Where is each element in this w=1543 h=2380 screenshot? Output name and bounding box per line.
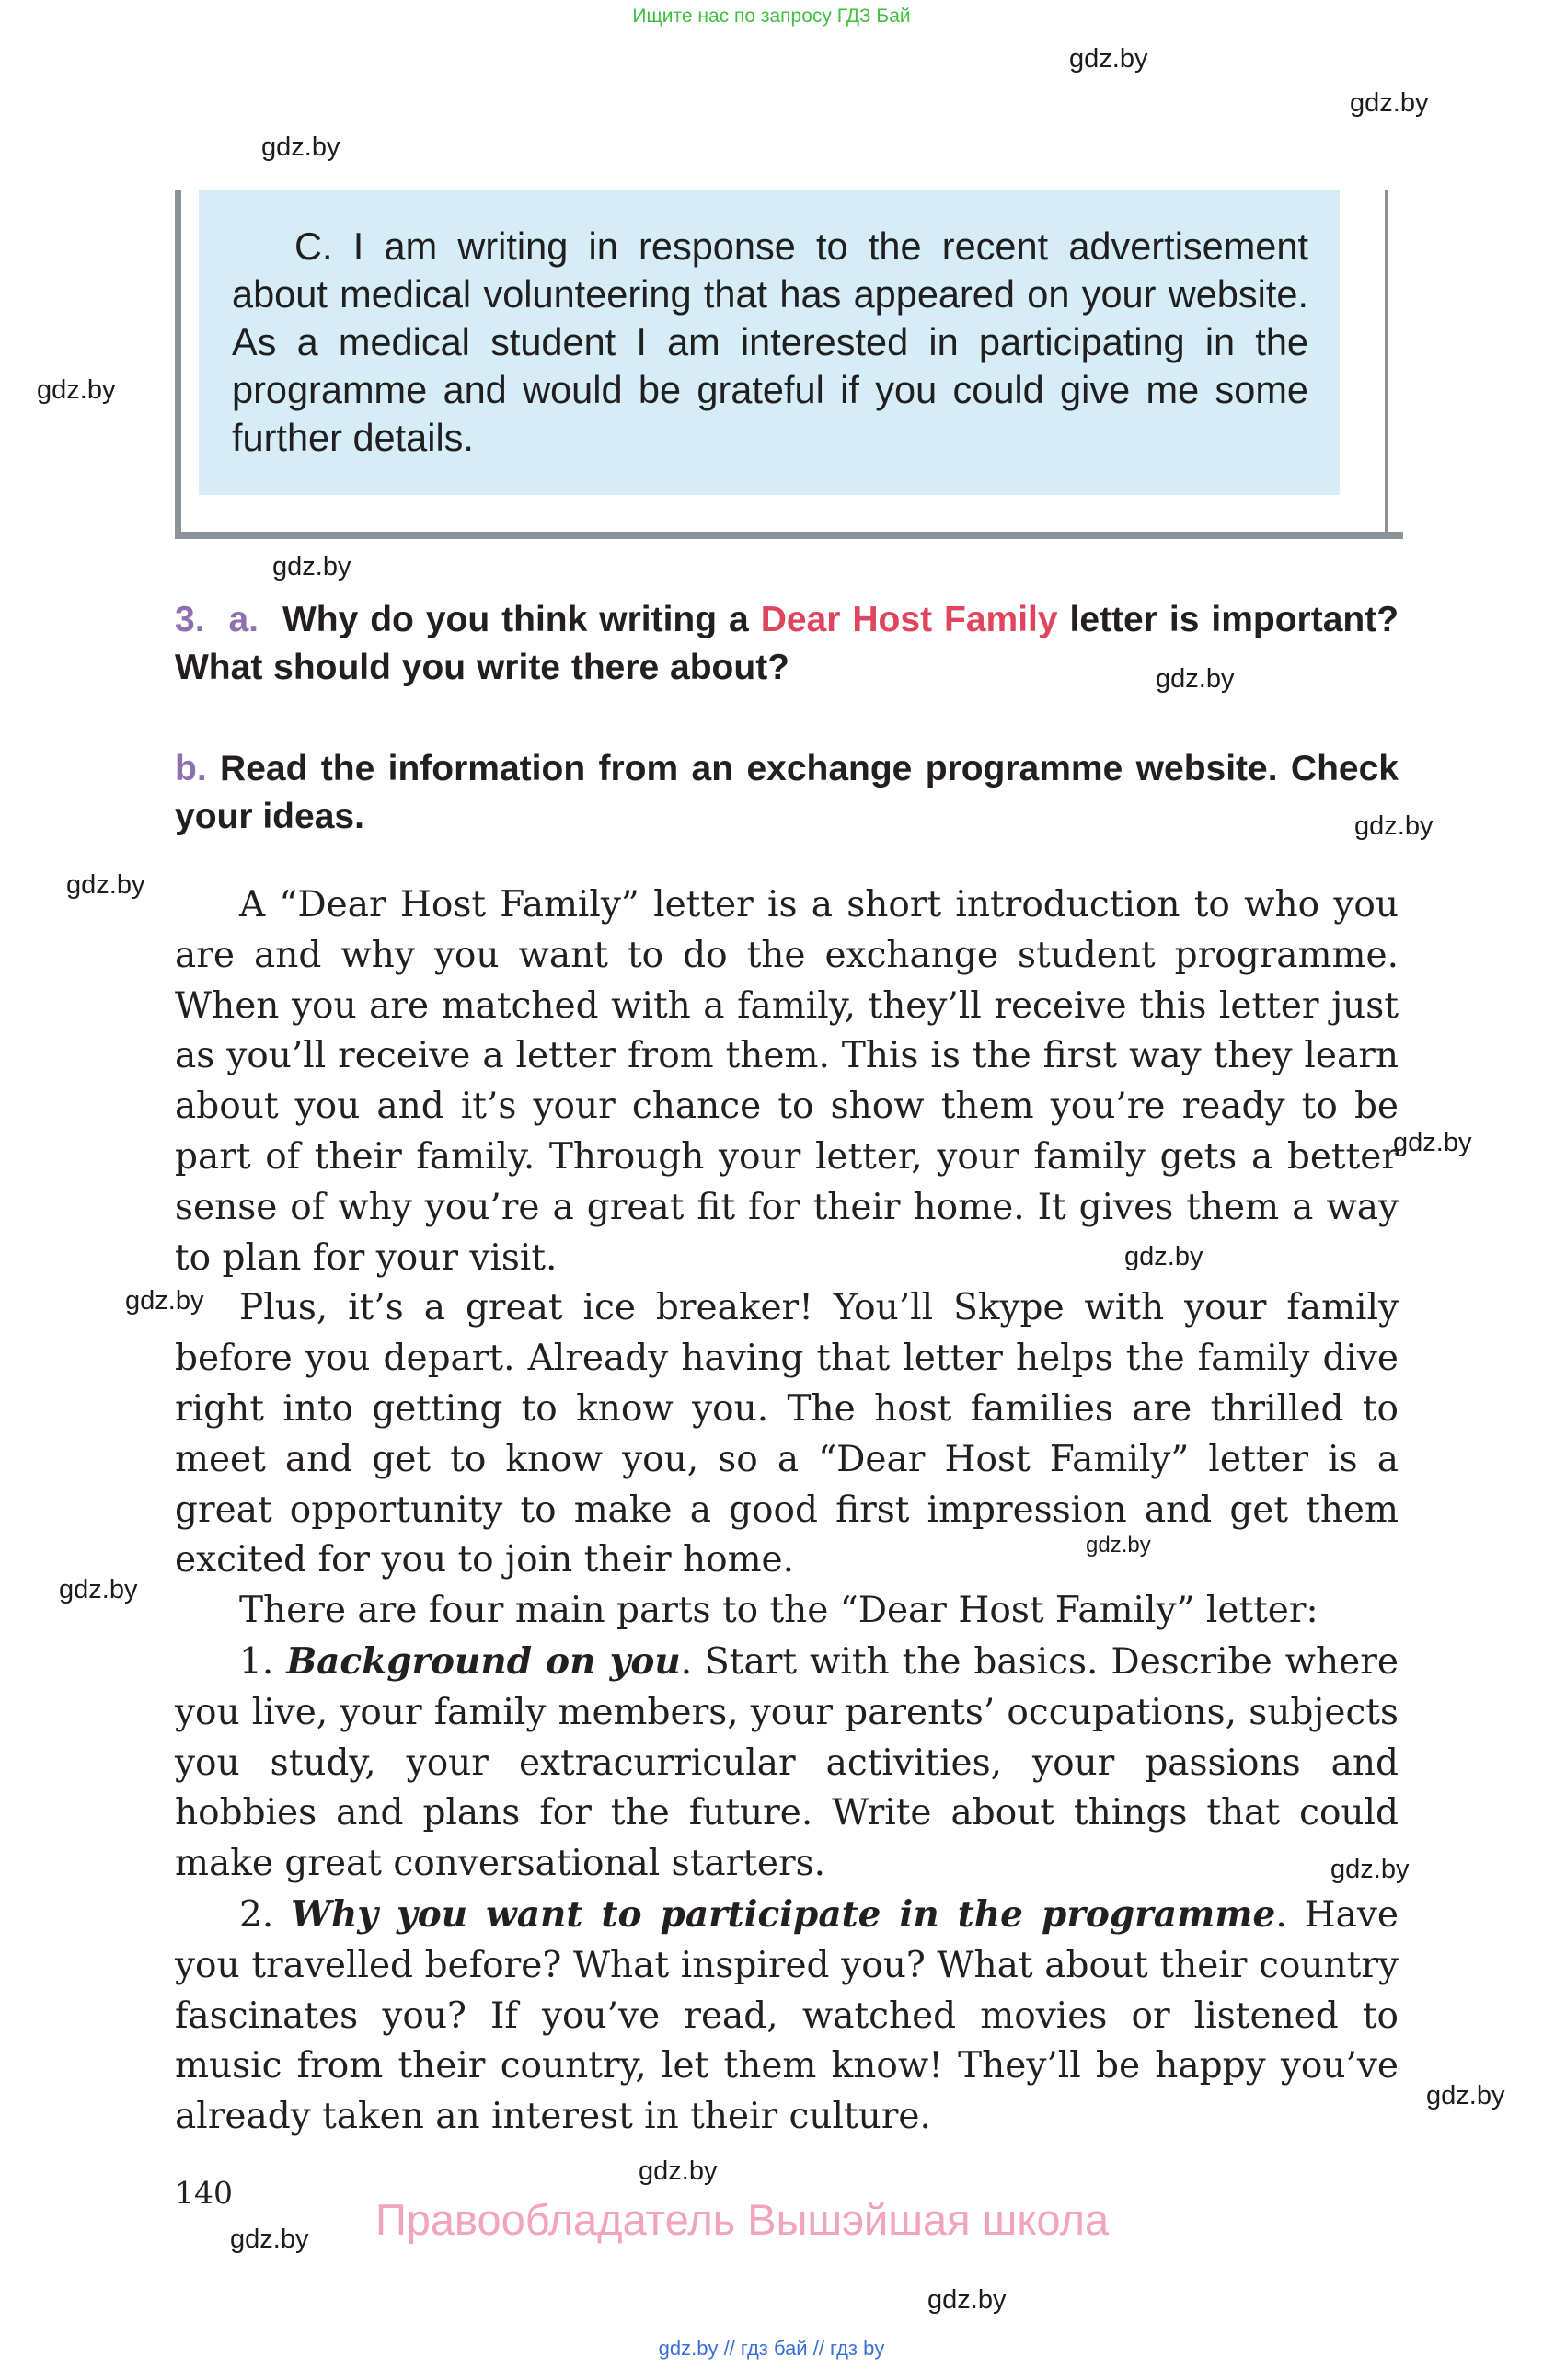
list-item-text: . Start with the basics. Describe where you live, your family members, your parents’ occupations, subjects you study, your extracurricular activities, your passions and hobbies and plans for the future. Write about things that could make great conversational starters.	[175, 1640, 1399, 1885]
copyright-notice: Правообладатель Вышэйшая школа	[375, 2195, 1110, 2244]
list-item-text: . Have you travelled before? What inspired you? What about their country fascinates you? If you’ve read, watched movies or listened to music from their country, let them know! They’ll be happy you’ve already taken an interest in their culture.	[175, 1893, 1399, 2138]
paragraph: Plus, it’s a great ice breaker! You’ll Skype with your family before you depart. Already having that letter helps the family dive right into getting to know you. The host families are thrilled to meet and get to know you, so a “Dear Host Family” letter is a great opportunity to make a good first impression and get them excited for you to join their home.	[175, 1287, 1399, 1581]
task-3b	[175, 745, 1399, 841]
list-item	[175, 1637, 1399, 1890]
watermark: gdz.by	[1426, 2081, 1505, 2110]
watermark: gdz.by	[639, 2156, 718, 2186]
paragraph: A “Dear Host Family” letter is a short introduction to who you are and why you want to do the exchange student programme. When you are matched with a family, they’ll receive this letter just as you’ll receive a letter from them. This is the first way they learn about you and it’s your chance to show them you’re ready to be part of their family. Through your letter, your family gets a better sense of why you’re a great fit for their home. It gives them a way to plan for your visit.	[175, 884, 1399, 1279]
watermark: gdz.by	[37, 375, 116, 405]
watermark: gdz.by	[1086, 1533, 1151, 1558]
watermark: gdz.by	[59, 1575, 138, 1604]
list-item-title: Why you want to participate in the programme	[291, 1892, 1276, 1936]
task-letter: a.	[228, 600, 259, 639]
task-letter: b.	[175, 749, 207, 788]
task-text: Why do you think writing a	[282, 600, 749, 639]
watermark: gdz.by	[1354, 811, 1434, 841]
watermark: gdz.by	[230, 2225, 309, 2254]
watermark: gdz.by	[1124, 1242, 1203, 1271]
watermark: gdz.by	[1330, 1855, 1410, 1884]
watermark: gdz.by	[66, 870, 145, 900]
watermark: gdz.by	[1156, 664, 1235, 694]
list-number: 2.	[239, 1893, 274, 1936]
excerpt-text	[232, 223, 1308, 462]
article-body	[175, 880, 1399, 2143]
task-highlight: Dear Host Family	[760, 600, 1058, 639]
task-number: 3.	[175, 600, 205, 639]
paragraph: There are four main parts to the “Dear Host Family” letter:	[239, 1590, 1318, 1632]
watermark: gdz.by	[1393, 1128, 1472, 1157]
top-search-banner[interactable]: Ищите нас по запросу ГДЗ Бай	[632, 6, 911, 27]
watermark: gdz.by	[1069, 44, 1148, 74]
page-number: 140	[175, 2175, 233, 2211]
task-text: Read the information from an exchange programme website. Check your ideas.	[175, 749, 1399, 836]
excerpt-paragraph: C. I am writing in response to the recent advertisement about medical volunteering that has appeared on your website. As a medical student I am interested in participating in the programme and would be grateful if you could give me some further details.	[232, 224, 1308, 459]
watermark: gdz.by	[272, 552, 351, 581]
list-number: 1.	[239, 1640, 274, 1683]
list-item	[175, 1890, 1399, 2143]
watermark: gdz.by	[927, 2285, 1007, 2315]
watermark: gdz.by	[125, 1286, 204, 1316]
task-3a	[175, 596, 1399, 692]
watermark: gdz.by	[1350, 88, 1429, 118]
watermark: gdz.by	[261, 132, 340, 162]
footer-links[interactable]: gdz.by // гдз бай // гдз by	[658, 2337, 885, 2360]
list-item-title: Background on you	[286, 1639, 681, 1683]
task-text: letter is important? What should you write there about?	[175, 600, 1399, 687]
